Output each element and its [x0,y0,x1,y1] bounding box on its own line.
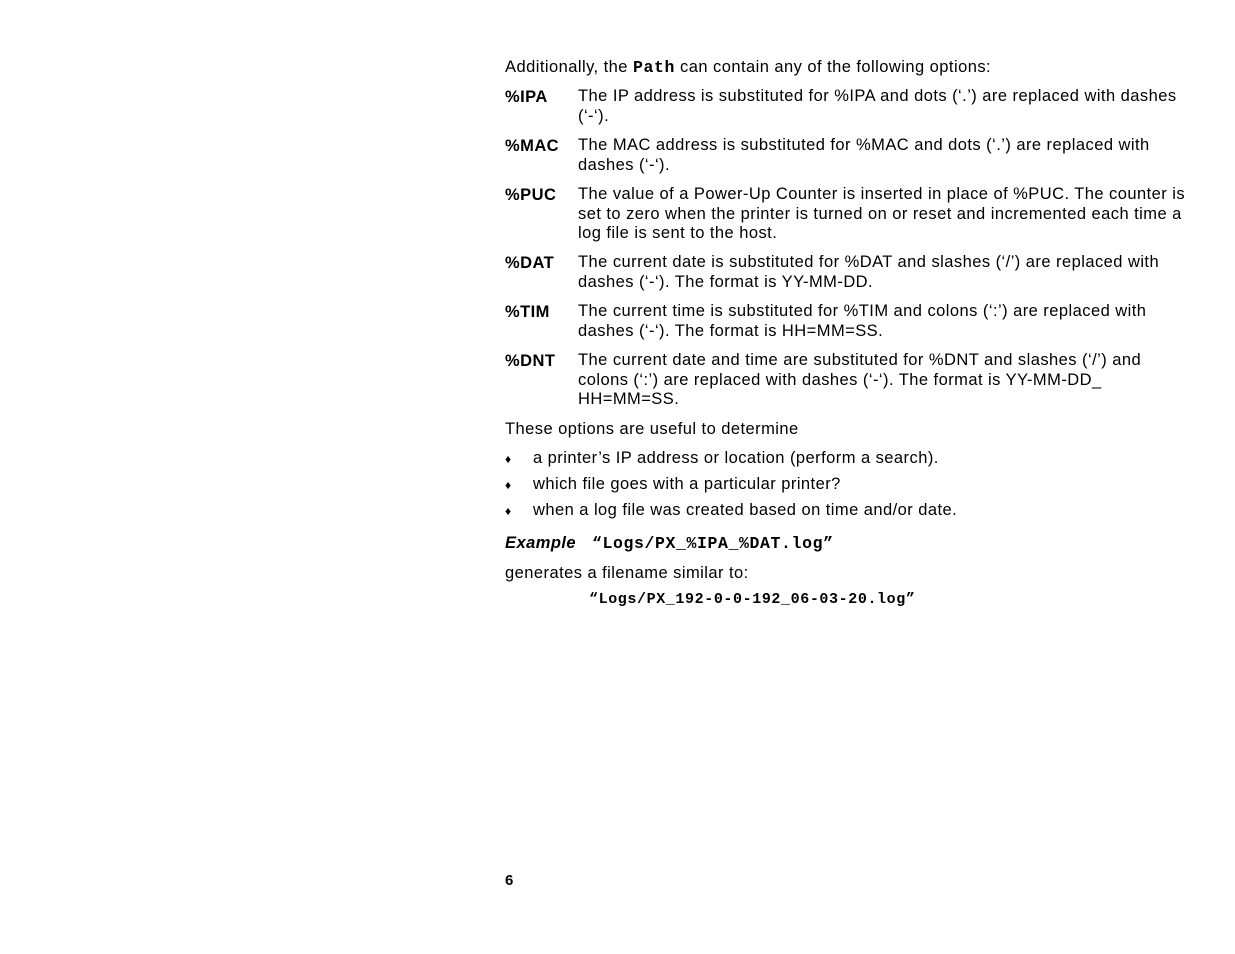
path-code: Path [632,58,675,77]
option-term-dat: %DAT [505,254,555,272]
option-term-puc: %PUC [505,186,557,204]
uses-intro: These options are useful to determine [505,420,799,438]
bullet-item: which file goes with a particular printer? [533,475,841,493]
example-result-intro: generates a filename similar to: [505,564,749,582]
intro-prefix: Additionally, the [505,58,633,76]
page-number: 6 [505,872,514,889]
diamond-bullet-icon: ♦ [505,452,512,466]
option-term-mac: %MAC [505,137,560,155]
diamond-bullet-icon: ♦ [505,478,512,492]
option-desc-dnt: The current date and time are substituted for %DNT and slashes (‘/’) and colons (‘:’) are replaced with dashes (‘-‘). The format is YY-MM-DD_ HH=MM=SS. [578,351,1142,409]
option-desc-dat: The current date is substituted for %DAT and slashes (‘/’) are replaced with dashes (‘-‘). The format is YY-MM-DD. [578,253,1160,291]
example-result-code: “Logs/PX_192-0-0-192_06-03-20.log” [589,591,916,608]
intro-suffix: can contain any of the following options: [674,58,992,76]
diamond-bullet-icon: ♦ [505,504,512,518]
intro-paragraph [505,57,991,78]
option-term-tim: %TIM [505,303,550,321]
option-desc-mac: The MAC address is substituted for %MAC and dots (‘.’) are replaced with dashes (‘-‘). [578,136,1150,174]
option-term-ipa: %IPA [505,88,548,106]
example-label: Example [505,534,577,552]
bullet-item: when a log file was created based on time and/or date. [533,501,958,519]
example-code: “Logs/PX_%IPA_%DAT.log” [592,534,834,553]
option-desc-tim: The current time is substituted for %TIM and colons (‘:’) are replaced with dashes (‘-‘). The format is HH=MM=SS. [578,302,1147,340]
option-desc-puc: The value of a Power-Up Counter is inserted in place of %PUC. The counter is set to zero when the printer is turned on or reset and incremented each time a log file is sent to the host. [578,185,1186,243]
bullet-item: a printer’s IP address or location (perform a search). [533,449,939,467]
option-desc-ipa: The IP address is substituted for %IPA and dots (‘.’) are replaced with dashes (‘-‘). [578,87,1177,125]
option-term-dnt: %DNT [505,352,556,370]
example-line [505,533,834,554]
